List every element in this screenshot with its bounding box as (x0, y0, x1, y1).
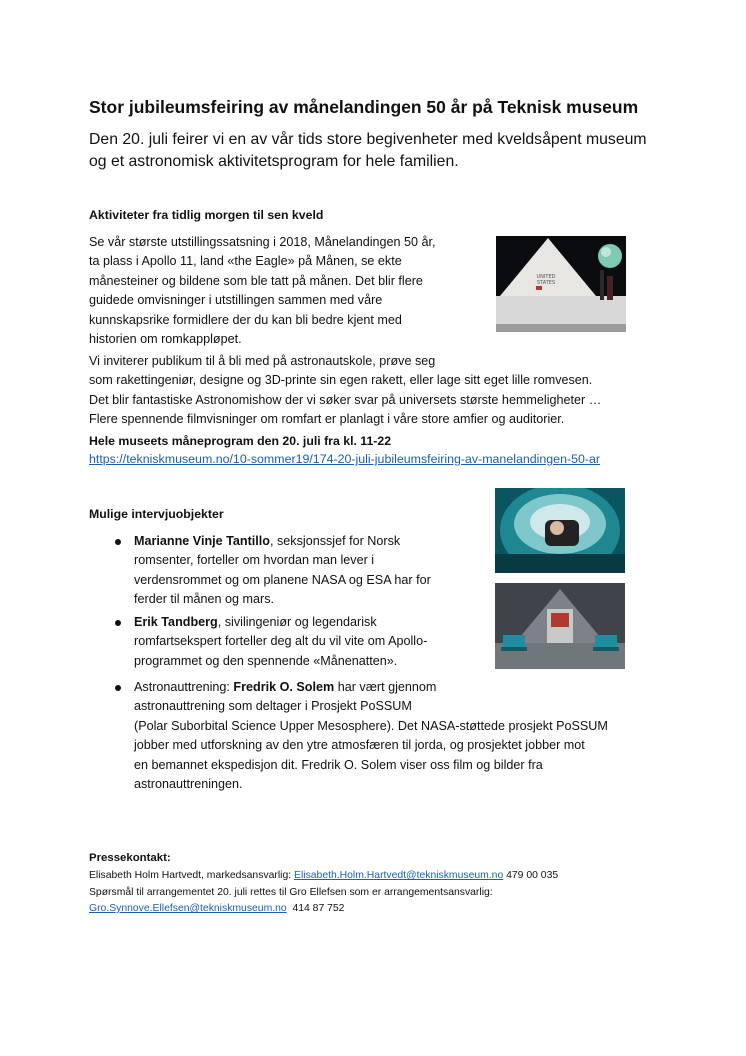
activities-paragraph-2 (89, 352, 709, 430)
text-line: verdensrommet og om planene NASA og ESA har for (134, 572, 431, 587)
text-line: månesteiner og bildene som ble tatt på månen. Det blir flere (89, 273, 423, 288)
section-heading-interviews: Mulige intervjuobjekter (89, 507, 224, 521)
bullet-icon (115, 620, 121, 626)
text-span: har vært gjennom (334, 680, 437, 694)
text-line: astronauttreningen. (134, 777, 243, 792)
text-line: Flere spennende filmvisninger om romfart er planlagt i våre store amfier og auditorier. (89, 412, 565, 427)
text-line: astronauttrening som deltager i Prosjekt PoSSUM (134, 699, 412, 714)
text-line: romfartsekspert forteller deg alt du vil vite om Apollo- (134, 634, 428, 649)
text-line: Det blir fantastiske Astronomishow der vi søker svar på universets største hemmeligheter … (89, 392, 602, 407)
interviewee-item-3 (134, 678, 694, 794)
text-line: ta plass i Apollo 11, land «the Eagle» på Månen, se ekte (89, 254, 402, 269)
activities-paragraph-1 (89, 233, 489, 349)
text-line: historien om romkappløpet. (89, 332, 242, 347)
astronaut-simulator-photo (495, 488, 625, 573)
text-line: som rakettingeniør, designe og 3D-printe sin egen rakett, eller lage sitt eget lille romvesen. (89, 373, 593, 388)
lead-paragraph: Den 20. juli feirer vi en av vår tids store begivenheter med kveldsåpent museum og et astronomisk aktivitetsprogram for hele familien. (89, 131, 647, 170)
page-title: Stor jubileumsfeiring av månelandingen 50 år på Teknisk museum (89, 97, 639, 117)
contact-text: Elisabeth Holm Hartvedt, markedsansvarlig: (89, 870, 295, 881)
capsule-label: STATES (536, 280, 556, 286)
program-link[interactable]: https://tekniskmuseum.no/10-sommer19/174-20-juli-jubileumsfeiring-av-manelandingen-50-ar (89, 452, 601, 466)
section-heading-activities: Aktiviteter fra tidlig morgen til sen kveld (89, 208, 324, 222)
contact-phone: 414 87 752 (286, 903, 345, 914)
exhibition-hall-photo (495, 583, 625, 669)
program-heading: Hele museets måneprogram den 20. juli fra kl. 11-22 (89, 434, 392, 448)
text-span: Astronauttrening: (134, 680, 234, 694)
text-span: , sivilingeniør og legendarisk (217, 615, 377, 629)
press-contact-heading: Pressekontakt: (89, 852, 171, 864)
text-line: romsenter, forteller om hvordan man lever i (134, 553, 375, 568)
bullet-icon (115, 685, 121, 691)
text-line: Vi inviterer publikum til å bli med på astronautskole, prøve seg (89, 354, 436, 368)
text-line: (Polar Suborbital Science Upper Mesosphere). Det NASA-støttede prosjekt PoSSUM (134, 718, 608, 733)
text-line: programmet og den spennende «Månenatten». (134, 653, 398, 668)
text-line: kunnskapsrike formidlere der du kan bli bedre kjent med (89, 312, 402, 327)
interviewee-name: Fredrik O. Solem (233, 680, 335, 694)
contact-email-link[interactable]: Elisabeth.Holm.Hartvedt@tekniskmuseum.no (294, 870, 504, 881)
press-contact-block (89, 868, 709, 918)
interviewee-item-1 (134, 532, 484, 610)
text-line: ferder til månen og mars. (134, 592, 274, 607)
text-line: guidede omvisninger i utstillingen sammen med våre (89, 293, 383, 308)
text-span: , seksjonssjef for Norsk (270, 534, 401, 548)
interviewee-item-2 (134, 613, 484, 671)
contact-phone: 479 00 035 (503, 870, 559, 881)
apollo-capsule-photo (496, 236, 626, 332)
bullet-icon (115, 539, 121, 545)
interviewee-name: Erik Tandberg (134, 615, 218, 629)
contact-email-link[interactable]: Gro.Synnove.Ellefsen@tekniskmuseum.no (89, 903, 287, 914)
contact-text: Spørsmål til arrangementet 20. juli rettes til Gro Ellefsen som er arrangementsansvarlig: (89, 886, 493, 898)
capsule-label: UNITED (536, 274, 556, 280)
text-line: en bemannet ekspedisjon dit. Fredrik O. Solem viser oss film og bilder fra (134, 757, 543, 772)
interviewee-name: Marianne Vinje Tantillo (134, 534, 270, 548)
text-line: jobber med utforskning av den ytre atmosfæren til jorda, og prosjektet jobber mot (134, 738, 585, 753)
text-line: Se vår største utstillingssatsning i 2018, Månelandingen 50 år, (89, 235, 436, 249)
